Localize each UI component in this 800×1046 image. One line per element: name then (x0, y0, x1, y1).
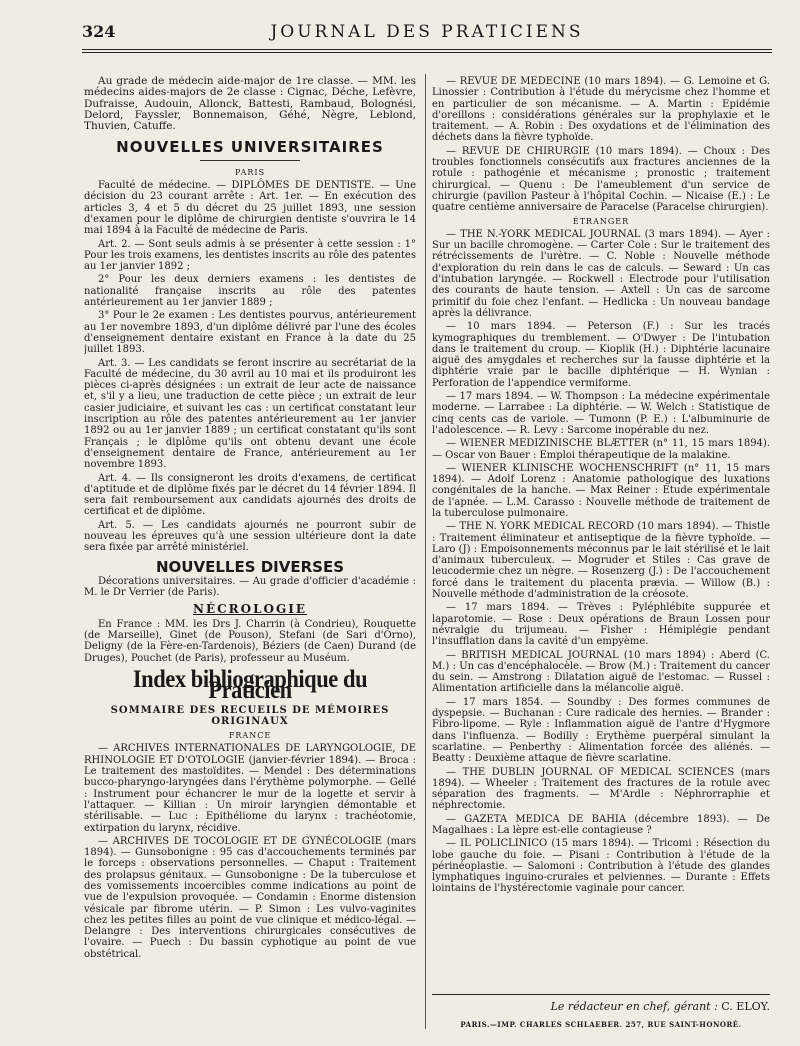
nu-paragraph: Art. 5. — Les candidats ajournés ne pourront subir de nouveau les épreuves qu'à une session ultérieure dont la date sera fixée par arrêté ministériel. (84, 519, 416, 554)
index-entry: — GAZETA MEDICA DE BAHIA (décembre 1893). — De Magalhaes : La lèpre est-elle contagieuse ? (432, 813, 770, 836)
necrologie-heading: NÉCROLOGIE (193, 602, 307, 617)
left-column (84, 76, 416, 962)
france-subheading: FRANCE (228, 731, 272, 741)
footer-rule (432, 994, 770, 995)
column-divider (425, 74, 426, 1029)
sommaire-heading: SOMMAIRE DES RECUEILS DE MÉMOIRES ORIGINAUX (110, 704, 390, 727)
index-entry: — THE DUBLIN JOURNAL OF MEDICAL SCIENCES (mars 1894). — Wheeler : Traitement des fractures de la rotule avec séparation des fragments. — M'Ardle : Néphrorraphie et néphrectomie. (432, 766, 770, 812)
nouvelles-diverses-heading: NOUVELLES DIVERSES (155, 557, 345, 576)
index-entry: — 10 mars 1894. — Peterson (F.) : Sur les tracés kymographiques du tremblement. — O'Dwyer : De l'intubation dans le traitement du croup. — Kioplik (H.) : Diphtérie lacunaire aiguë des amygdales et recherches sur la fausse diphtérie et la diphtérie vraie par le bacille diphtérique — H. Wynian : Perforation de l'appendice vermiforme. (432, 321, 770, 389)
index-entry: — 17 mars 1894. — Trèves : Pyléphlébite suppurée et laparotomie. — Rose : Deux opérations de Braun Lossen pour névralgie du trijumeau. — Fisher : Hémiplégie pendant l'insufflation dans la cavité d'un empyème. (432, 602, 770, 648)
index-entry: — ARCHIVES DE TOCOLOGIE ET DE GYNÉCOLOGIE (mars 1894). — Gunsobonigne : 95 cas d'accouchements terminés par le forceps : observations personnelles. — Chaput : Traitement des prolapsus génitaux. — Gunsobonigne : De la tuberculose et des vomissements incoercibles comme indications au point de vue de l'expulsion provoquée. — Condamin : Enorme distension vésicale par fibrome utérin. — P. Simon : Les vulvo-vaginites chez les petites filles au point de vue clinique et médico-légal. — Delangre : Des interventions chirurgicales consécutives de l'ovaire. — Puech : Du bassin cyphotique au point de vue obstétrical. (84, 835, 416, 960)
index-entry: — 17 mars 1894. — W. Thompson : La médecine expérimentale moderne. — Larrabee : La diphtérie. — W. Welch : Statistique de cinq cents cas de variole. — Tumonn (P. E.) : L'albuminurie de l'adolescence. — R. Levy : Sarcome inopérable du nez. (432, 391, 770, 436)
header-rule-2 (82, 52, 772, 53)
nu-paragraph: Art. 2. — Sont seuls admis à se présenter à cette session : 1° Pour les trois examens, les dentistes inscrits au rôle des patentes au 1er janvier 1892 ; (84, 238, 416, 273)
nu-paragraph: 3° Pour le 2e examen : Les dentistes pourvus, antérieurement au 1er novembre 1893, d'un diplôme délivré par l'une des écoles d'enseignement dentaire existant en France à la date du 25 juillet 1893. (84, 310, 416, 356)
page-header (82, 22, 772, 48)
index-entry: — REVUE DE MÉDECINE (10 mars 1894). — G. Lemoine et G. Linossier : Contribution à l'étude du mérycisme chez l'homme et en particulier de son mécanisme. — A. Martin : Epidémie d'oreillons : considérations générales sur la prophylaxie et le traitement. — A. Robin : Des oxydations et de l'élimination des déchets dans la fièvre typhoïde. (432, 76, 770, 144)
header-rule (82, 49, 772, 50)
necrologie-paragraph: En France : MM. les Drs J. Charrin (à Condrieu), Rouquette (de Marseille), Ginet (de Pouson), Stefani (de Sari d'Orno), Deligny (de la Fère-en-Tardenois), Béziers (de Caen) Durand (de Druges), Pouchet (de Paris), professeur au Muséum. (84, 618, 416, 664)
intro-paragraph: Au grade de médecin aide-major de 1re classe. — MM. les médecins aides-majors de 2e classe : Cignac, Déche, Lefèvre, Dufraisse, Audouin, Allonck, Battesti, Rambaud, Bolognési, Delord, Fayssler, Bonnemaison, Géhé, Nègre, Leblond, Thuvien, Catuffe. (84, 76, 416, 133)
paris-subheading: PARIS (234, 167, 266, 177)
nu-paragraph: 2° Pour les deux derniers examens : les dentistes de nationalité française inscrits au rôle des patentes antérieurement au 1er janvier 1889 ; (84, 274, 416, 309)
signature (432, 1000, 770, 1013)
index-entry: — THE N. YORK MEDICAL RECORD (10 mars 1894). — Thistle : Traitement éliminateur et antiseptique de la fièvre typhoïde. — Laro (J) : Empoisonnements méconnus par le lait stérilisé et le lait d'animaux tuberculeux. — Mogruder et Stiles : Cas grave de leucodermie chez un nègre. — Rosenzerg (J.) : De l'accouchement forcé dans le traitement du placenta prævia. — Willow (B.) : Nouvelle méthode d'administration de la créosote. (432, 521, 770, 601)
page-number: 324 (82, 22, 116, 41)
nu-paragraph: Faculté de médecine. — DIPLÔMES DE DENTISTE. — Une décision du 23 courant arrête : Art. 1er. — En exécution des articles 3, 4 et 5 du décret du 25 juillet 1893, une session d'examen pour le diplôme de chirurgien dentiste s'ouvrira le 14 mai 1894 à la Faculté de médecine de Paris. (84, 180, 416, 237)
signature-name: C. ELOY. (721, 1000, 770, 1013)
nouvelles-universitaires-heading: NOUVELLES UNIVERSITAIRES (116, 138, 384, 157)
nu-paragraph: Art. 3. — Les candidats se feront inscrire au secrétariat de la Faculté de médecine, du 30 avril au 10 mai et ils produiront les pièces ci-après désignées : un extrait de leur acte de naissance et, s'il y a lieu, une traduction de cette pièce ; un extrait de leur casier judiciaire, et suivant les cas : un certificat constatant leur inscription au rôle des patentes antérieurement au 1er janvier 1892 ou au 1er janvier 1889 ; un certificat constatant qu'ils sont Français ; le diplôme qu'ils ont obtenu devant une école d'enseignement dentaire de France, antérieurement au 1er novembre 1893. (84, 357, 416, 471)
signature-label: Le rédacteur en chef, gérant : (550, 1000, 722, 1013)
index-entry: — WIENER KLINISCHE WOCHENSCHRIFT (n° 11, 15 mars 1894). — Adolf Lorenz : Anatomie pathologique des luxations congénitales de la hanche. — Max Reiner : Etude expérimentale de l'apnée. — L.M. Carasso : Nouvelle méthode de traitement de la tuberculose pulmonaire. (432, 462, 770, 519)
nd-paragraph: Décorations universitaires. — Au grade d'officier d'académie : M. le Dr Verrier (de Paris). (84, 575, 416, 599)
journal-title: JOURNAL DES PRATICIENS (270, 22, 584, 42)
index-entry: — THE N.-YORK MEDICAL JOURNAL (3 mars 1894). — Ayer : Sur un bacille chromogène. — Carter Cole : Sur le traitement des rétrécissements de l'urètre. — C. Noble : Nouvelle méthode d'exploration du rein dans le cas de calculs. — Seward : Un cas d'intubation laryngée. — Rockwell : Electrode pour l'utilisation des courants de haute tension. — Axtell : Un cas de sarcome primitif du foie chez l'enfant. — Hedlicka : Un nouveau bandage après la délivrance. (432, 228, 770, 319)
nu-paragraph: Art. 4. — Ils consigneront les droits d'examens, de certificat d'aptitude et de diplôme fixés par le décret du 14 février 1894. Il sera fait remboursement aux candidats ajournés des droits de certificat et de diplôme. (84, 472, 416, 518)
etranger-subheading: ÉTRANGER (572, 216, 630, 226)
index-entry: — WIENER MEDIZINISCHE BLÆTTER (n° 11, 15 mars 1894). — Oscar von Bauer : Emploi thérapeutique de la malakine. (432, 438, 770, 461)
index-entry: — 17 mars 1854. — Soundby : Des formes communes de dyspepsie. — Buchanan : Cure radicale des hernies. — Brander : Fibro-lipome. — Ryle : Inflammation aiguë de l'antre d'Hygmore dans l'influenza. — Bodilly : Erythème puerpéral simulant la scarlatine. — Penberthy : Alimentation forcée des aliénés. — Beatty : Deuxième attaque de fièvre scarlatine. (432, 696, 770, 765)
index-entry: — BRITISH MEDICAL JOURNAL (10 mars 1894) : Aberd (C. M.) : Un cas d'encéphalocèle. — Brow (M.) : Traitement du cancer du sein. — Amstrong : Dilatation aiguë de l'estomac. — Russel : Alimentation artificielle dans la mélancolie aiguë. (432, 649, 770, 695)
right-column (432, 76, 770, 897)
imprint: PARIS.—IMP. CHARLES SCHLAEBER. 257, RUE SAINT-HONORÉ. (460, 1020, 742, 1029)
index-title: Index bibliographique du Praticien (132, 665, 368, 705)
index-entry: — IL POLICLINICO (15 mars 1894). — Tricomi : Résection du lobe gauche du foie. — Pisani : Contribution à l'étude de la périnéoplastie. — Salomoni : Contribution à l'étude des glandes lymphatiques inguino-crurales et pelviennes. — Durante : Effets lointains de l'hystérectomie vaginale pour cancer. (432, 838, 770, 895)
index-entry: — REVUE DE CHIRURGIE (10 mars 1894). — Choux : Des troubles fonctionnels consécutifs aux fractures anciennes de la rotule : pathogénie et mécanisme ; pronostic ; traitement chirurgical. — Quenu : De l'ameublement d'un service de chirurgie (pavillon Pasteur à l'hôpital Cochin. — Nicaise (E.) : Le quatre centième anniversaire de Paracelse (Paracelse chirurgien). (432, 145, 770, 214)
short-rule (200, 160, 300, 161)
index-entry: — ARCHIVES INTERNATIONALES DE LARYNGOLOGIE, DE RHINOLOGIE ET D'OTOLOGIE (janvier-février 1894). — Broca : Le traitement des mastoïdites. — Mendel : Des déterminations bucco-pharyngo-laryngées dans l'érythème polymorphe. — Gellé : Instrument pour échancrer le mur de la logette et servir à l'attaquer. — Killian : Un miroir laryngien démontable et stérilisable. — Luc : Epithéliome du larynx : trachéotomie, extirpation du larynx, récidive. (84, 743, 416, 834)
